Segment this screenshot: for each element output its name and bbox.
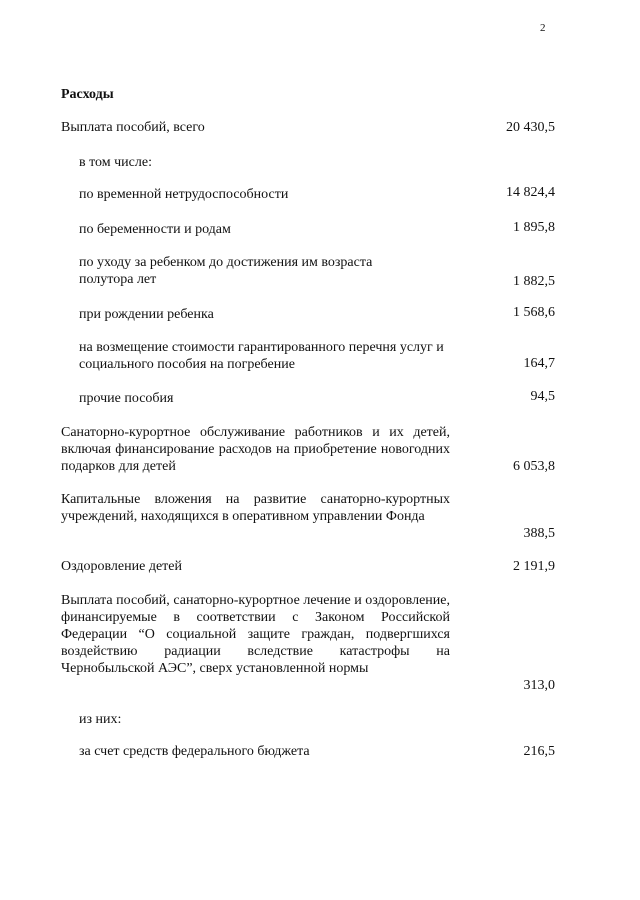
- section-heading: Расходы: [61, 87, 114, 102]
- row-label: за счет средств федерального бюджета: [79, 744, 310, 759]
- row-value: 216,5: [523, 744, 555, 759]
- row-value: 14 824,4: [506, 185, 555, 200]
- row-label: Капитальные вложения на развитие санаторно-курортных учреждений, находящихся в оперативном управлении Фонда: [61, 492, 450, 524]
- row-label: Выплата пособий, всего: [61, 120, 205, 135]
- row-label: Выплата пособий, санаторно-курортное лечение и оздоровление, финансируемые в соответствии с Законом Российской Федерации “О социальной защите граждан, подвергшихся воздействию радиации вследствие катастрофы на Чернобыльской АЭС”, сверх установленной нормы: [61, 593, 450, 676]
- row-value: 6 053,8: [513, 459, 555, 474]
- row-value: 20 430,5: [506, 120, 555, 135]
- row-value: 313,0: [523, 678, 555, 693]
- page-number: 2: [540, 22, 546, 34]
- row-label: прочие пособия: [79, 391, 174, 406]
- row-value: 388,5: [523, 526, 555, 541]
- row-value: 1 882,5: [513, 274, 555, 289]
- row-value: 164,7: [523, 356, 555, 371]
- row-label: Санаторно-курортное обслуживание работников и их детей, включая финансирование расходов на приобретение новогодних подарков для детей: [61, 425, 450, 474]
- row-value: 2 191,9: [513, 559, 555, 574]
- row-value: 1 568,6: [513, 305, 555, 320]
- row-value: 94,5: [530, 389, 555, 404]
- row-label: по временной нетрудоспособности: [79, 187, 289, 202]
- row-label: из них:: [79, 712, 122, 727]
- row-label: по беременности и родам: [79, 222, 231, 237]
- row-label: по уходу за ребенком до достижения им возраста полутора лет: [79, 255, 373, 287]
- row-label: Оздоровление детей: [61, 559, 182, 574]
- row-label: на возмещение стоимости гарантированного перечня услуг и социального пособия на погребение: [79, 340, 444, 372]
- row-label: в том числе:: [79, 155, 152, 170]
- row-value: 1 895,8: [513, 220, 555, 235]
- row-label: при рождении ребенка: [79, 307, 214, 322]
